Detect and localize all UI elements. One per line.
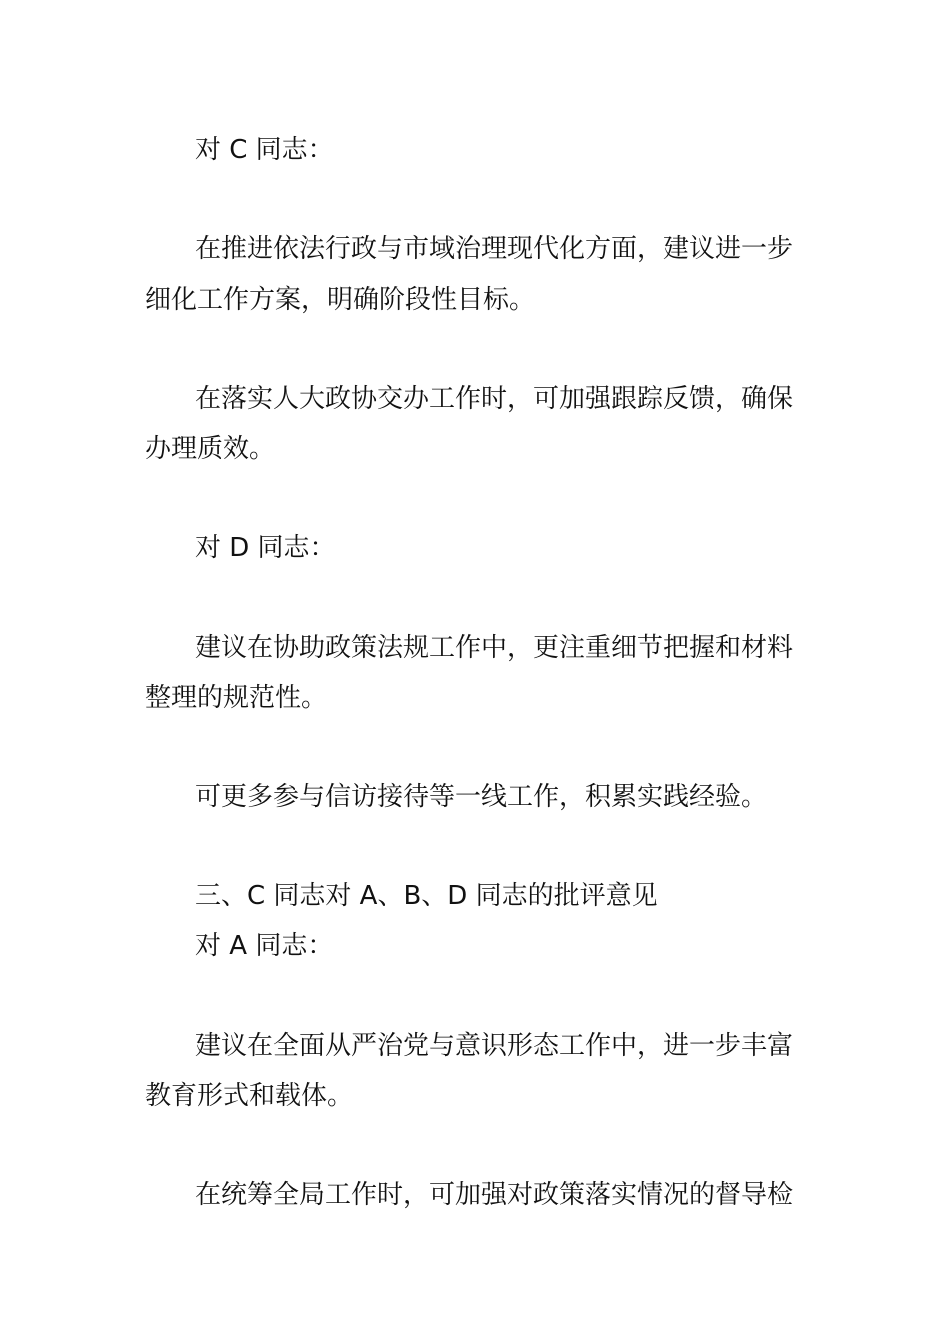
section-heading: 三、C 同志对 A、B、D 同志的批评意见 bbox=[195, 881, 658, 911]
paragraph-line: 在落实人大政协交办工作时，可加强跟踪反馈，确保 bbox=[195, 384, 794, 414]
paragraph-line: 整理的规范性。 bbox=[145, 683, 328, 713]
paragraph-line: 在统筹全局工作时，可加强对政策落实情况的督导检 bbox=[195, 1180, 794, 1210]
heading-to-comrade-c: 对 C 同志： bbox=[195, 135, 334, 165]
paragraph-line: 办理质效。 bbox=[145, 434, 276, 464]
paragraph-line: 教育形式和载体。 bbox=[145, 1081, 354, 1111]
paragraph-line: 建议在全面从严治党与意识形态工作中，进一步丰富 bbox=[195, 1031, 794, 1061]
paragraph-line: 可更多参与信访接待等一线工作，积累实践经验。 bbox=[195, 782, 768, 812]
heading-to-comrade-d: 对 D 同志： bbox=[195, 533, 336, 563]
heading-to-comrade-a: 对 A 同志： bbox=[195, 931, 334, 961]
paragraph-line: 细化工作方案，明确阶段性目标。 bbox=[145, 285, 536, 315]
paragraph-line: 建议在协助政策法规工作中，更注重细节把握和材料 bbox=[195, 633, 794, 663]
paragraph-line: 在推进依法行政与市域治理现代化方面，建议进一步 bbox=[195, 234, 794, 264]
